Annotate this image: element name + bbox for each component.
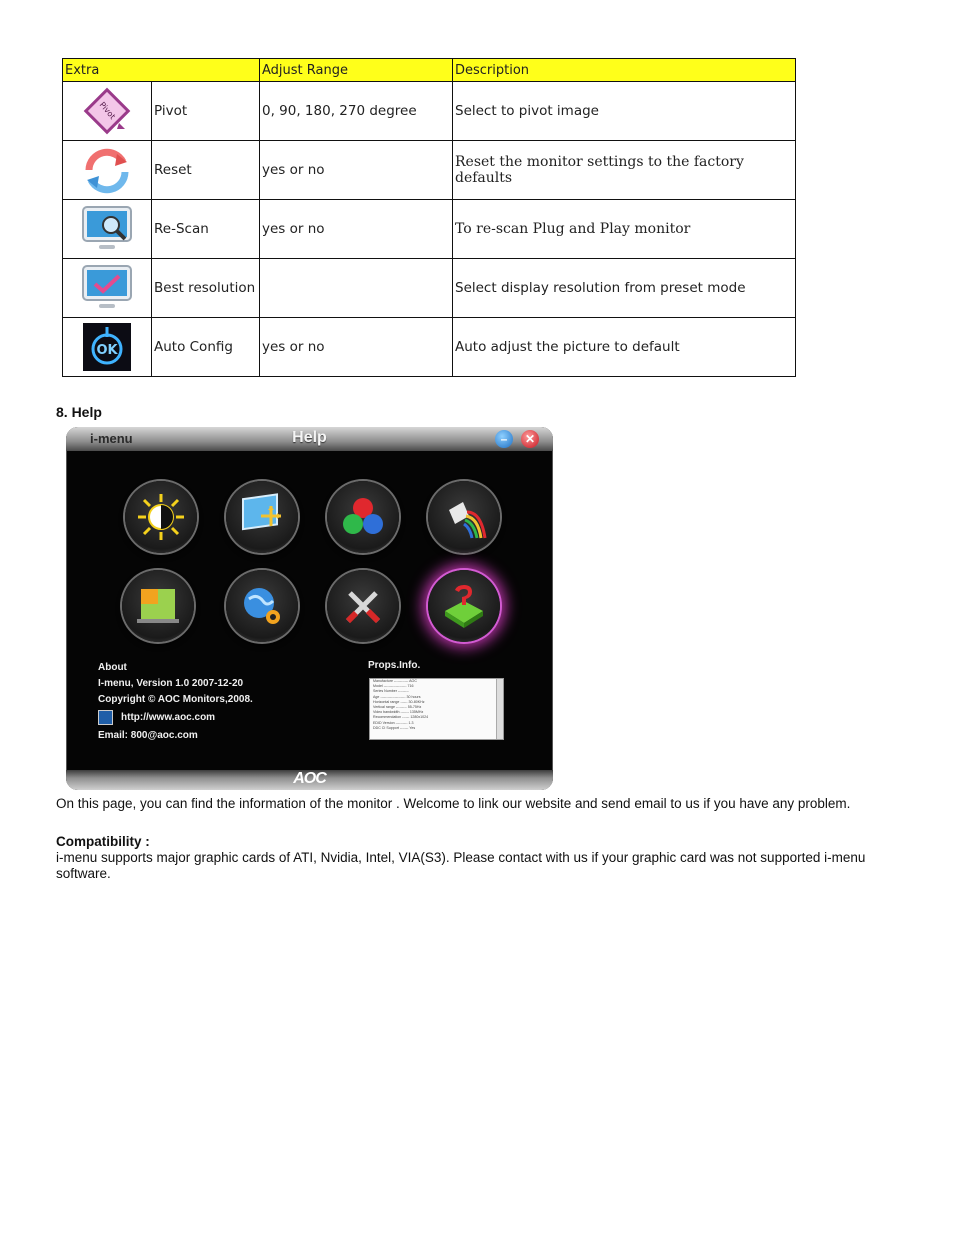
minimize-button[interactable]: – bbox=[495, 430, 513, 448]
svg-text:OK: OK bbox=[96, 343, 118, 358]
reset-icon bbox=[79, 142, 135, 198]
props-line: Horizontal range ------ 30-80KHz bbox=[373, 699, 425, 704]
color-setup-icon bbox=[338, 492, 388, 542]
extra-table bbox=[62, 58, 796, 377]
color-setup-button[interactable] bbox=[327, 481, 399, 553]
app-brand: i-menu bbox=[90, 431, 133, 446]
cell-name: Reset bbox=[152, 141, 260, 200]
luminance-icon bbox=[136, 492, 186, 542]
imenu-help-window bbox=[66, 427, 553, 790]
cell-desc: Select display resolution from preset mode bbox=[453, 259, 796, 318]
svg-text:Pivot: Pivot bbox=[97, 100, 118, 122]
about-website-row[interactable] bbox=[98, 710, 253, 726]
cell-range: yes or no bbox=[260, 141, 453, 200]
image-setup-button[interactable] bbox=[226, 481, 298, 553]
color-boost-button[interactable] bbox=[428, 481, 500, 553]
props-line: Series Number --------- bbox=[373, 689, 409, 694]
table-row bbox=[63, 318, 796, 377]
auto-config-icon bbox=[79, 319, 135, 375]
extra-icon bbox=[338, 581, 388, 631]
table-header-row bbox=[63, 59, 796, 82]
internet-explorer-icon[interactable] bbox=[98, 710, 113, 725]
cell-desc: Select to pivot image bbox=[453, 82, 796, 141]
image-setup-icon bbox=[237, 492, 287, 542]
about-heading: About bbox=[98, 662, 127, 673]
window-footer bbox=[66, 770, 553, 790]
about-copyright: Copyright © AOC Monitors,2008. bbox=[98, 694, 253, 705]
cell-desc: Reset the monitor settings to the factory defaults bbox=[453, 141, 796, 200]
section-title-help: 8. Help bbox=[56, 404, 102, 420]
cell-range: yes or no bbox=[260, 200, 453, 259]
cell-name: Best resolution bbox=[152, 259, 260, 318]
close-button[interactable]: ✕ bbox=[521, 430, 539, 448]
color-boost-icon bbox=[439, 492, 489, 542]
about-panel bbox=[98, 660, 253, 744]
best-resolution-icon bbox=[79, 260, 135, 316]
luminance-button[interactable] bbox=[125, 481, 197, 553]
rescan-icon bbox=[79, 201, 135, 257]
help-button[interactable] bbox=[428, 570, 500, 642]
osd-setup-button[interactable] bbox=[226, 570, 298, 642]
osd-setup-icon bbox=[237, 581, 287, 631]
header-description: Description bbox=[453, 59, 796, 82]
about-version: I-menu, Version 1.0 2007-12-20 bbox=[98, 678, 244, 689]
props-line: Manufacture ------------ AOC bbox=[373, 679, 417, 683]
props-heading: Props.Info. bbox=[368, 660, 421, 671]
compatibility-title: Compatibility : bbox=[56, 834, 150, 849]
props-line: Video bandwidth ------- 135MHz bbox=[373, 710, 424, 715]
cell-desc: Auto adjust the picture to default bbox=[453, 318, 796, 377]
cell-desc: To re-scan Plug and Play monitor bbox=[453, 200, 796, 259]
website-link[interactable]: http://www.aoc.com bbox=[121, 712, 216, 724]
extra-button[interactable] bbox=[327, 570, 399, 642]
props-line: Model ------------------- 716 bbox=[373, 684, 414, 689]
help-description: On this page, you can find the information of the monitor . Welcome to link our website and send email to us if you have any problem. bbox=[56, 796, 851, 811]
table-row bbox=[63, 141, 796, 200]
cell-name: Auto Config bbox=[152, 318, 260, 377]
header-extra: Extra bbox=[63, 59, 260, 82]
about-email[interactable]: Email: 800@aoc.com bbox=[98, 730, 198, 742]
picture-boost-icon bbox=[133, 581, 183, 631]
aoc-logo: AOC bbox=[293, 770, 326, 787]
table-row bbox=[63, 259, 796, 318]
props-line: DDC CI Support ------- Yes bbox=[373, 725, 416, 730]
props-line: Vertical range --------- 55-75Hz bbox=[373, 705, 422, 710]
help-icon bbox=[439, 581, 489, 631]
props-info-box[interactable] bbox=[369, 678, 504, 740]
cell-name: Pivot bbox=[152, 82, 260, 141]
cell-range: 0, 90, 180, 270 degree bbox=[260, 82, 453, 141]
props-line: EDID Version ---------- 1.3 bbox=[373, 720, 414, 725]
header-adjust-range: Adjust Range bbox=[260, 59, 453, 82]
window-titlebar[interactable] bbox=[66, 427, 553, 451]
compatibility-text: i-menu supports major graphic cards of ATI, Nvidia, Intel, VIA(S3). Please contact with us if your graphic card was not supported i-menu software. bbox=[56, 850, 866, 881]
cell-range bbox=[260, 259, 453, 318]
table-row bbox=[63, 82, 796, 141]
props-line: Recommendation ------ 1280x1024 bbox=[373, 715, 429, 720]
cell-name: Re-Scan bbox=[152, 200, 260, 259]
pivot-icon bbox=[79, 83, 135, 139]
table-row bbox=[63, 200, 796, 259]
picture-boost-button[interactable] bbox=[122, 570, 194, 642]
props-scrollbar[interactable] bbox=[496, 679, 503, 739]
props-line: Age --------------------- 30 hours bbox=[373, 694, 421, 699]
window-title: Help bbox=[292, 429, 327, 446]
cell-range: yes or no bbox=[260, 318, 453, 377]
